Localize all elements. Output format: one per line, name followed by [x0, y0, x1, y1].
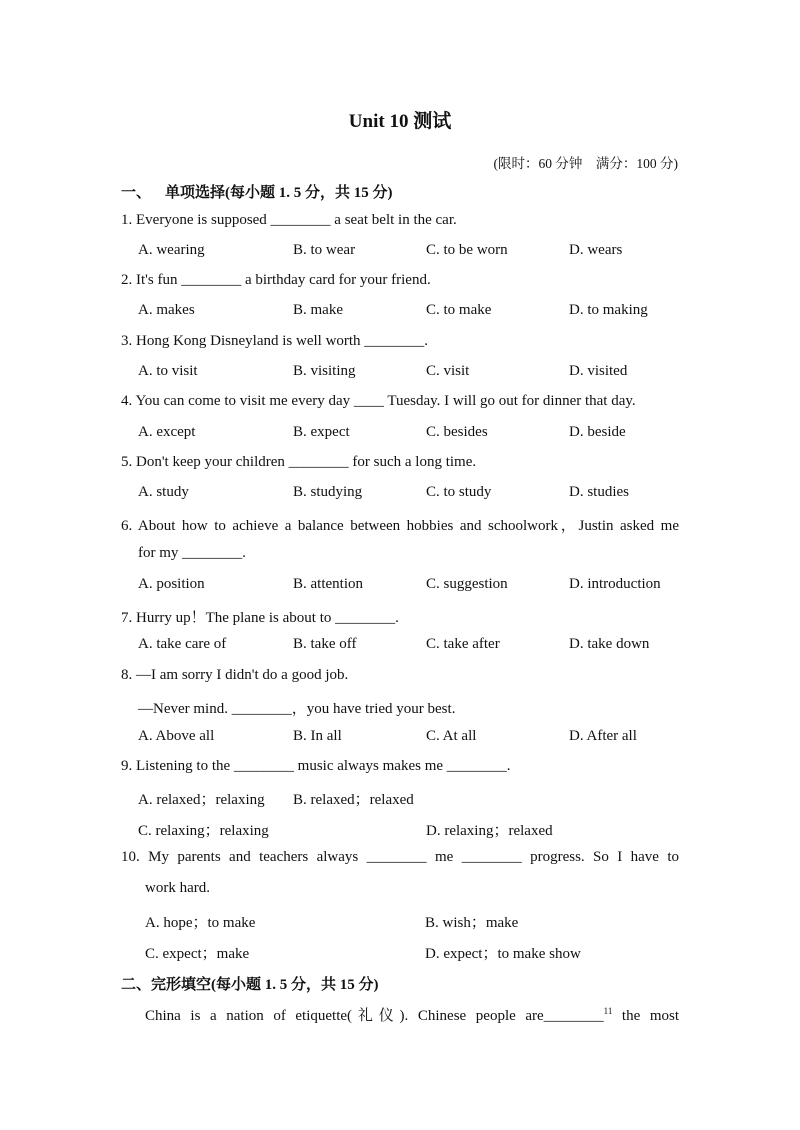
question-stem: 8. —I am sorry I didn't do a good job. — [121, 667, 349, 683]
blank-number: 11 — [603, 1006, 613, 1016]
option-b[interactable]: B. wish；make — [425, 915, 519, 931]
option-b[interactable]: B. make — [293, 302, 343, 318]
option-d[interactable]: D. After all — [569, 728, 637, 744]
section-number: 一、 — [121, 185, 152, 201]
question-stem: 3. Hong Kong Disneyland is well worth ________. — [121, 333, 429, 349]
option-c[interactable]: C. to be worn — [426, 242, 508, 258]
option-row — [138, 576, 698, 596]
option-d[interactable]: D. take down — [569, 636, 650, 652]
option-b[interactable]: B. visiting — [293, 363, 356, 379]
option-row — [138, 819, 698, 839]
section-heading-2 — [121, 973, 379, 994]
page-title: Unit 10 测试 — [348, 111, 452, 132]
option-row — [138, 302, 698, 322]
option-b[interactable]: B. to wear — [293, 242, 356, 258]
option-a[interactable]: A. position — [138, 576, 205, 592]
option-a[interactable]: A. except — [138, 424, 196, 440]
question-stem: 1. Everyone is supposed ________ a seat belt in the car. — [121, 212, 457, 228]
option-b[interactable]: B. relaxed；relaxed — [293, 792, 414, 808]
option-a[interactable]: A. Above all — [138, 728, 215, 744]
option-a[interactable]: A. to visit — [138, 363, 198, 379]
option-a[interactable]: A. relaxed；relaxing — [138, 792, 265, 808]
option-d[interactable]: D. introduction — [569, 576, 661, 592]
section-title: 完形填空(每小题 1. 5 分，共 15 分) — [151, 977, 379, 993]
question-stem: 7. Hurry up！The plane is about to ________. — [121, 610, 399, 626]
option-d[interactable]: D. beside — [569, 424, 626, 440]
option-a[interactable]: A. take care of — [138, 636, 227, 652]
option-b[interactable]: B. studying — [293, 484, 363, 500]
passage-text: China is a nation of etiquette(礼仪). Chinese people are________ — [145, 1008, 604, 1024]
option-row — [138, 363, 698, 383]
option-c[interactable]: C. visit — [426, 363, 470, 379]
question-stem-continued: work hard. — [145, 880, 210, 896]
option-c[interactable]: C. relaxing；relaxing — [138, 823, 269, 839]
option-c[interactable]: C. suggestion — [426, 576, 508, 592]
option-a[interactable]: A. wearing — [138, 242, 205, 258]
option-row — [138, 728, 698, 748]
option-a[interactable]: A. makes — [138, 302, 195, 318]
option-d[interactable]: D. expect；to make show — [425, 946, 581, 962]
section-title: 单项选择(每小题 1. 5 分，共 15 分) — [165, 185, 393, 201]
option-d[interactable]: D. visited — [569, 363, 628, 379]
option-d[interactable]: D. to making — [569, 302, 648, 318]
option-b[interactable]: B. attention — [293, 576, 363, 592]
passage-tail: the most — [612, 1008, 680, 1024]
question-stem: 6. About how to achieve a balance between hobbies and schoolwork，Justin asked me — [121, 518, 679, 534]
question-stem: 10. My parents and teachers always ________ me ________ progress. So I have to — [121, 849, 679, 865]
question-stem: 9. Listening to the ________ music always makes me ________. — [121, 758, 511, 774]
option-b[interactable]: B. In all — [293, 728, 342, 744]
option-b[interactable]: B. take off — [293, 636, 357, 652]
option-row — [138, 484, 698, 504]
question-stem: 5. Don't keep your children ________ for such a long time. — [121, 454, 477, 470]
option-d[interactable]: D. studies — [569, 484, 629, 500]
option-a[interactable]: A. hope；to make — [145, 915, 256, 931]
option-b[interactable]: B. expect — [293, 424, 350, 440]
section-heading-1 — [121, 181, 393, 202]
option-c[interactable]: C. take after — [426, 636, 500, 652]
option-row — [138, 424, 698, 444]
question-stem: 2. It's fun ________ a birthday card for your friend. — [121, 272, 431, 288]
option-c[interactable]: C. to study — [426, 484, 492, 500]
option-row — [138, 242, 698, 262]
time-score-info: (限时：60 分钟 满分：100 分) — [493, 156, 678, 171]
option-c[interactable]: C. expect；make — [145, 946, 250, 962]
option-c[interactable]: C. At all — [426, 728, 477, 744]
option-row — [145, 911, 705, 931]
section-number: 二、 — [121, 977, 152, 993]
passage-line — [145, 1004, 679, 1025]
option-a[interactable]: A. study — [138, 484, 189, 500]
option-row — [145, 942, 705, 962]
option-c[interactable]: C. besides — [426, 424, 488, 440]
option-c[interactable]: C. to make — [426, 302, 492, 318]
option-row — [138, 636, 698, 656]
option-d[interactable]: D. relaxing；relaxed — [426, 823, 553, 839]
option-row — [138, 788, 698, 808]
question-stem: 4. You can come to visit me every day ____ Tuesday. I will go out for dinner that day. — [121, 393, 636, 409]
option-d[interactable]: D. wears — [569, 242, 623, 258]
question-stem-continued: for my ________. — [138, 545, 246, 561]
question-stem-continued: —Never mind. ________，you have tried your best. — [138, 701, 456, 717]
